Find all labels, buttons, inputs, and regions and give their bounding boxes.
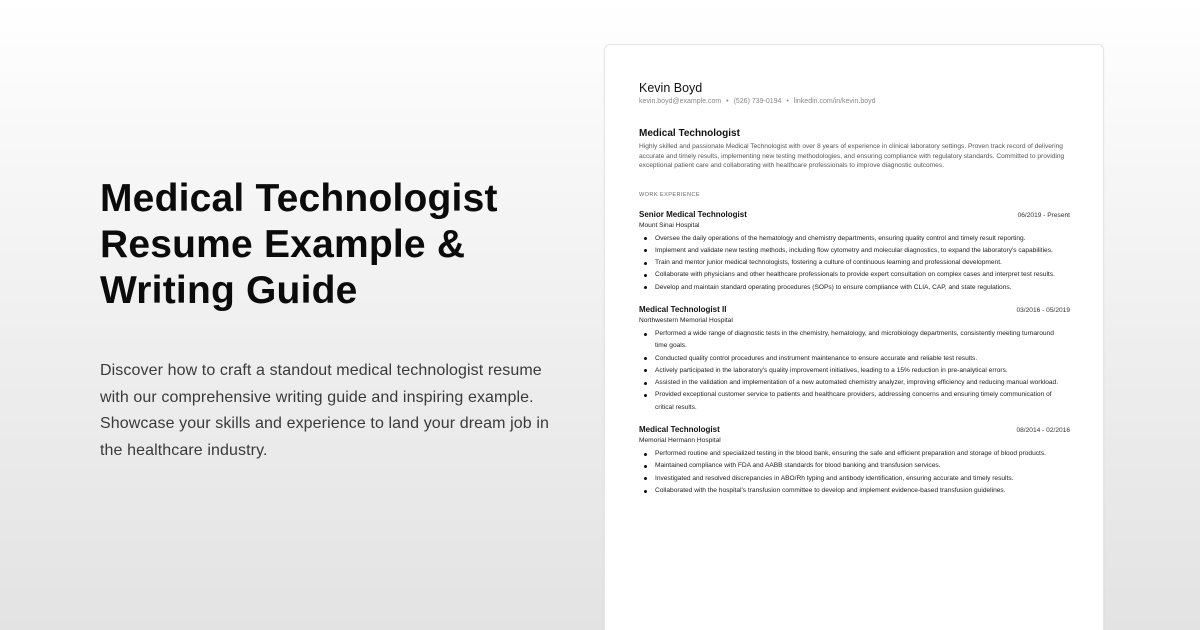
job-company: Memorial Hermann Hospital [639, 437, 721, 445]
bullet-dot-icon [644, 369, 647, 372]
job-header [639, 304, 1070, 316]
job-dates: 03/2016 - 05/2019 [1016, 306, 1070, 314]
bullet-item [639, 328, 1059, 353]
page-title-line: Medical Technologist [100, 177, 498, 220]
bullet-dot-icon [644, 274, 647, 277]
job-company: Northwestern Memorial Hospital [639, 316, 733, 324]
bullet-text: Actively participated in the laboratory's quality improvement initiatives, leading to a 15% reduction in pre-analytical errors. [655, 366, 1008, 374]
contact-email: kevin.boyd@example.com [639, 98, 722, 105]
bullet-item [639, 485, 1059, 497]
bullet-item [639, 473, 1059, 485]
bullet-text: Train and mentor junior medical technologists, fostering a culture of continuous learning and professional development. [655, 259, 1002, 267]
contact-linkedin: linkedin.com/in/kevin.boyd [793, 98, 876, 105]
bullet-text: Collaborate with physicians and other healthcare professionals to provide expert consultation on complex cases and interpret test results. [655, 271, 1055, 279]
bullet-dot-icon [644, 262, 647, 265]
job-header [639, 424, 1070, 436]
bullet-item [639, 282, 1059, 294]
bullet-dot-icon [644, 333, 647, 336]
bullet-text: Investigated and resolved discrepancies in ABO/Rh typing and antibody identification, ensuring accurate and timely results. [655, 474, 1014, 482]
job-bullets [639, 328, 1059, 414]
bullet-item [639, 377, 1059, 389]
bullet-text: Performed a wide range of diagnostic tests in the chemistry, hematology, and microbiology departments, consistently meeting turnaround time goals. [655, 329, 1054, 350]
bullet-dot-icon [644, 249, 647, 252]
page-description: Discover how to craft a standout medical technologist resume with our comprehensive writing guide and inspiring example. Showcase your skills and experience to land your dream job in the healthcare industry. [100, 362, 550, 459]
job-title: Medical Technologist [639, 425, 720, 435]
resume-contact-line [639, 97, 1069, 106]
job-title: Medical Technologist II [639, 304, 727, 314]
job-company: Mount Sinai Hospital [639, 221, 700, 229]
page-title-line: Resume Example & [100, 223, 466, 266]
contact-phone: (526) 739-0194 [733, 98, 782, 105]
bullet-item [639, 245, 1059, 257]
job-entry [639, 424, 1069, 497]
bullet-dot-icon [644, 286, 647, 289]
resume-preview-card [604, 44, 1104, 630]
section-label-work-experience: WORK EXPERIENCE [639, 191, 701, 198]
job-entry [639, 304, 1069, 414]
bullet-text: Implement and validate new testing methods, including flow cytometry and molecular diagnostics, to expand the laboratory's capabilities. [655, 246, 1053, 254]
bullet-item [639, 365, 1059, 377]
job-header [639, 209, 1070, 221]
bullet-item [639, 389, 1059, 414]
bullet-dot-icon [644, 237, 647, 240]
bullet-text: Provided exceptional customer service to patients and healthcare providers, addressing concerns and ensuring timely communication of critical results. [655, 391, 1052, 411]
bullet-text: Performed routine and specialized testing in the blood bank, ensuring the safe and efficient preparation and storage of blood products. [655, 450, 1046, 458]
bullet-item [639, 353, 1059, 365]
bullet-item [639, 269, 1059, 281]
job-dates: 06/2019 - Present [1017, 211, 1070, 219]
job-title: Senior Medical Technologist [639, 209, 747, 219]
bullet-dot-icon [644, 453, 647, 456]
page-title-line: Writing Guide [100, 269, 358, 312]
summary-text: Highly skilled and passionate Medical Technologist with over 8 years of experience in clinical laboratory settings. Proven track record of delivering accurate and timely results, implementing new testing methodologies, and ensuring compliance with regulatory standards. Committed to providing exceptional patient care and collaborating with healthcare professionals to improve diagnostic outcomes. [639, 143, 1065, 169]
bullet-text: Maintained compliance with FDA and AABB standards for blood banking and transfusion services. [655, 462, 941, 470]
bullet-dot-icon [644, 477, 647, 480]
bullet-item [639, 233, 1059, 245]
job-bullets [639, 448, 1059, 497]
contact-separator: • [726, 98, 729, 105]
bullet-text: Collaborated with the hospital's transfusion committee to develop and implement evidence-based transfusion guidelines. [655, 486, 1006, 494]
bullet-dot-icon [644, 357, 647, 360]
resume-name: Kevin Boyd [639, 81, 703, 95]
job-bullets [639, 233, 1059, 294]
page-title [100, 176, 560, 314]
bullet-item [639, 257, 1059, 269]
bullet-item [639, 448, 1059, 460]
bullet-text: Oversee the daily operations of the hematology and chemistry departments, ensuring quality control and timely result reporting. [655, 234, 1026, 242]
job-dates: 08/2014 - 02/2016 [1016, 427, 1070, 435]
summary-title: Medical Technologist [639, 128, 740, 139]
bullet-dot-icon [644, 382, 647, 385]
bullet-dot-icon [644, 465, 647, 468]
contact-separator: • [786, 98, 789, 105]
bullet-text: Assisted in the validation and implementation of a new automated chemistry analyzer, improving efficiency and reducing manual workload. [655, 379, 1059, 387]
bullet-text: Conducted quality control procedures and instrument maintenance to ensure accurate and reliable test results. [655, 354, 978, 362]
bullet-item [639, 460, 1059, 472]
bullet-dot-icon [644, 490, 647, 493]
hero-section [100, 176, 560, 464]
bullet-dot-icon [644, 394, 647, 397]
job-entry [639, 209, 1069, 294]
bullet-text: Develop and maintain standard operating procedures (SOPs) to ensure compliance with CLIA, CAP, and state regulations. [655, 283, 1012, 291]
